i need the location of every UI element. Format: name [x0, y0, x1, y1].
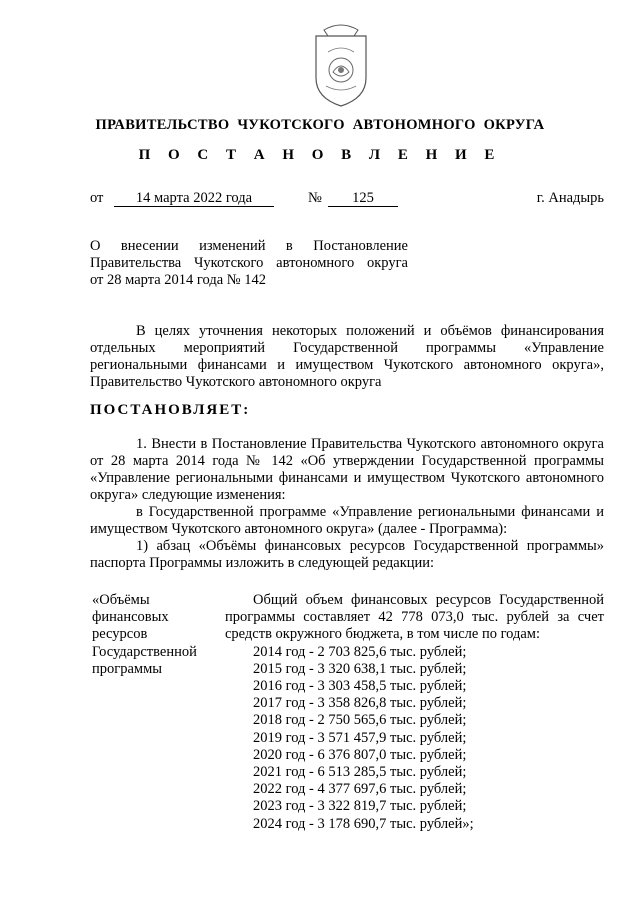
financing-intro: Общий объем финансовых ресурсов Государственной программы составляет 42 778 073,0 тыс. рублей за счет средств окружного бюджета, в том числе по годам:	[225, 592, 604, 643]
number-prefix: №	[308, 190, 322, 206]
date-prefix: от	[90, 190, 104, 206]
government-title: ПРАВИТЕЛЬСТВО ЧУКОТСКОГО АВТОНОМНОГО ОКРУГА	[95, 117, 545, 133]
passport-label: «Объёмы финансовых ресурсов Государственной программы	[92, 592, 197, 677]
passport-content	[225, 592, 604, 833]
decree-word: ПОСТАНОВЛЯЕТ:	[90, 402, 251, 418]
item-2: в Государственной программе «Управление региональными финансами и имуществом Чукотского автономного округа» (далее - Программа):	[90, 504, 604, 537]
year-amount: 2023 год - 3 322 819,7 тыс. рублей;	[253, 798, 467, 815]
year-amount: 2017 год - 3 358 826,8 тыс. рублей;	[253, 695, 467, 712]
document-number: 125	[328, 190, 398, 207]
coat-of-arms-icon	[306, 22, 376, 110]
year-amount: 2020 год - 6 376 807,0 тыс. рублей;	[253, 746, 467, 763]
year-amount: 2015 год - 3 320 638,1 тыс. рублей;	[253, 660, 467, 677]
document-date: 14 марта 2022 года	[114, 190, 274, 207]
year-amount: 2022 год - 4 377 697,6 тыс. рублей;	[253, 781, 467, 798]
document-meta	[90, 190, 604, 210]
document-type: П О С Т А Н О В Л Е Н И Е	[138, 147, 502, 163]
preamble: В целях уточнения некоторых положений и объёмов финансирования отдельных мероприятий Государственной программы «Управление региональными финансами и имуществом Чукотского автономного округа», Правительство Чукотского автономного округа	[90, 323, 604, 390]
year-amount: 2019 год - 3 571 457,9 тыс. рублей;	[253, 729, 467, 746]
subject-line: О внесении изменений в Постановление	[90, 238, 408, 254]
document-city: г. Анадырь	[536, 190, 604, 206]
year-amount: 2014 год - 2 703 825,6 тыс. рублей;	[253, 643, 467, 660]
document-subject	[90, 238, 408, 289]
year-amount: 2021 год - 6 513 285,5 тыс. рублей;	[253, 764, 467, 781]
item-3: 1) абзац «Объёмы финансовых ресурсов Государственной программы» паспорта Программы изложить в следующей редакции:	[90, 538, 604, 571]
subject-line: от 28 марта 2014 года № 142	[90, 272, 266, 288]
item-1: 1. Внести в Постановление Правительства Чукотского автономного округа от 28 марта 2014 года № 142 «Об утверждении Государственной программы «Управление региональными финансами и имуществом Чукотского автономного округа» следующие изменения:	[90, 436, 604, 503]
subject-line: Правительства Чукотского автономного округа	[90, 255, 408, 271]
year-amount: 2018 год - 2 750 565,6 тыс. рублей;	[253, 712, 467, 729]
year-amount: 2024 год - 3 178 690,7 тыс. рублей»;	[253, 815, 474, 832]
year-amount: 2016 год - 3 303 458,5 тыс. рублей;	[253, 678, 467, 695]
